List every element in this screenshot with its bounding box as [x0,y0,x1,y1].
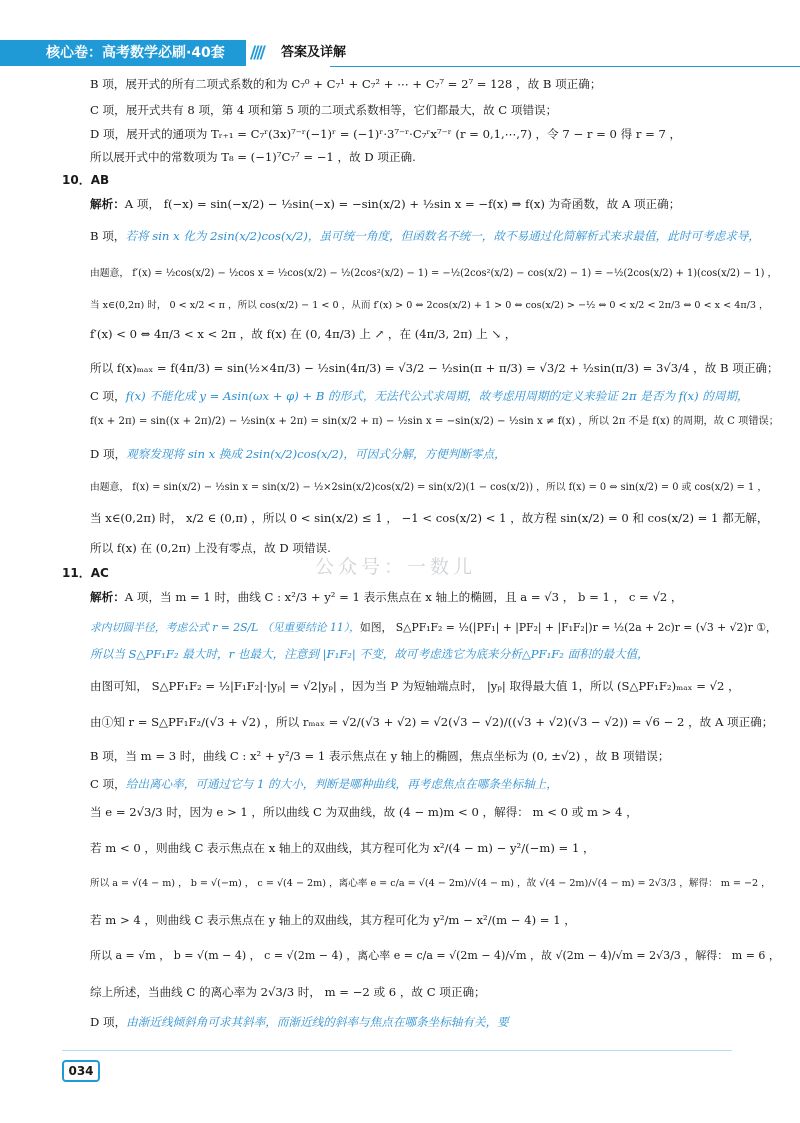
hint-text: f(x) 不能化成 y = Asin(ωx + φ) + B 的形式，无法代公式求周期，故考虑用周期的定义来验证 2π 是否为 f(x) 的周期， [125,389,749,403]
slash-decoration-icon: //// [250,43,263,63]
text-line: D 项，由渐近线倾斜角可求其斜率，而渐近线的斜率与焦点在哪条坐标轴有关，要 [90,1015,509,1029]
hint-text: 求内切圆半径，考虑公式 r = 2S/L （见重要结论 11）， [90,621,360,634]
hint-text: 由渐近线倾斜角可求其斜率，而渐近线的斜率与焦点在哪条坐标轴有关，要 [126,1015,509,1029]
text-line: 所以 f(x)ₘₐₓ = f(4π/3) = sin(½×4π/3) − ½sin(4π/3) = √3/2 − ½sin(π + π/3) = √3/2 + ½sin(π/3) = 3√3/4 ，故 B 项正确； [90,361,779,375]
text-line: 所以展开式中的常数项为 T₈ = (−1)⁷C₇⁷ = −1 ，故 D 项正确. [90,150,416,164]
text-line: 综上所述，当曲线 C 的离心率为 2√3/3 时， m = −2 或 6 ，故 C 项正确； [90,985,486,999]
text-line [90,646,649,662]
hint-text: 观察发现将 sin x 换成 2sin(x/2)cos(x/2)，可因式分解，方便判断零点， [126,447,506,461]
text-line: D 项，观察发现将 sin x 换成 2sin(x/2)cos(x/2)，可因式分解，方便判断零点， [90,447,506,461]
text-line: C 项，f(x) 不能化成 y = Asin(ωx + φ) + B 的形式，无法代公式求周期，故考虑用周期的定义来验证 2π 是否为 f(x) 的周期， [90,389,749,403]
question-number: 11．AC [62,566,109,580]
question-number: 10．AB [62,173,110,187]
hint-text: 若将 sin x 化为 2sin(x/2)cos(x/2)，虽可统一角度，但函数名不统一，故不易通过化简解析式来求最值，此时可考虑求导， [125,229,761,243]
text-line: B 项，展开式的所有二项式系数的和为 C₇⁰ + C₇¹ + C₇² + ⋯ + C₇⁷ = 2⁷ = 128 ，故 B 项正确； [90,77,602,91]
text-line: B 项，若将 sin x 化为 2sin(x/2)cos(x/2)，虽可统一角度，但函数名不统一，故不易通过化简解析式来求最值，此时可考虑求导， [90,229,761,243]
text-line: 由①知 r = S△PF₁F₂/(√3 + √2) ，所以 rₘₐₓ = √2/(√3 + √2) = √2(√3 − √2)/((√3 + √2)(√3 − √2)) = √6 − 2 ，故 A 项正确； [90,715,774,729]
analysis-label: 解析： [90,590,125,604]
text-line: 解析：A 项，当 m = 1 时，曲线 C : x²/3 + y² = 1 表示焦点在 x 轴上的椭圆，且 a = √3 ， b = 1 ， c = √2 ， [90,590,683,604]
text-line: 所以 a = √(4 − m) ， b = √(−m) ， c = √(4 − 2m) ，离心率 e = c/a = √(4 − 2m)/√(4 − m) ，故 √(4 − 2m)/√(4 − m) = 2√3/3 ，解得： m = −2 ， [90,878,771,889]
text-line: C 项，给出离心率，可通过它与 1 的大小，判断是哪种曲线，再考虑焦点在哪条坐标轴上， [90,777,558,791]
text-line: f′(x) < 0 ⇔ 4π/3 < x < 2π ，故 f(x) 在 (0, 4π/3) 上 ↗ ，在 (4π/3, 2π) 上 ↘ ， [90,327,517,341]
text-line: 由图可知， S△PF₁F₂ = ½|F₁F₂|·|yₚ| = √2|yₚ| ，因为当 P 为短轴端点时， |yₚ| 取得最大值 1，所以 (S△PF₁F₂)ₘₐₓ = √2 ， [90,679,740,693]
text-line: f(x + 2π) = sin((x + 2π)/2) − ½sin(x + 2π) = sin(x/2 + π) − ½sin x = −sin(x/2) − ½sin x ≠ f(x) ，所以 2π 不是 f(x) 的周期，故 C 项错误； [90,416,779,427]
text-line: D 项，展开式的通项为 Tᵣ₊₁ = C₇ʳ(3x)⁷⁻ʳ(−1)ʳ = (−1)ʳ·3⁷⁻ʳ·C₇ʳx⁷⁻ʳ (r = 0,1,⋯,7) ，令 7 − r = 0 得 r = 7 ， [90,127,682,141]
text-line: 当 x∈(0,2π) 时， x/2 ∈ (0,π) ，所以 0 < sin(x/2) ≤ 1 ， −1 < cos(x/2) < 1 ，故方程 sin(x/2) = 0 和 cos(x/2) = 1 都无解， [90,511,769,525]
text-line: 若 m > 4 ，则曲线 C 表示焦点在 y 轴上的双曲线，其方程可化为 y²/m − x²/(m − 4) = 1 ， [90,913,576,927]
text-line: 求内切圆半径，考虑公式 r = 2S/L （见重要结论 11），如图， S△PF₁F₂ = ½(|PF₁| + |PF₂| + |F₁F₂|)r = ½(2a + 2c)r = (√3 + √2)r ①， [90,621,777,634]
text-line: 所以 f(x) 在 (0,2π) 上没有零点，故 D 项错误. [90,541,331,555]
text-line: 若 m < 0 ，则曲线 C 表示焦点在 x 轴上的双曲线，其方程可化为 x²/(4 − m) − y²/(−m) = 1 ， [90,841,595,855]
text-line: 由题意， f(x) = sin(x/2) − ½sin x = sin(x/2) − ½×2sin(x/2)cos(x/2) = sin(x/2)(1 − cos(x/2)) ，所以 f(x) = 0 ⇔ sin(x/2) = 0 或 cos(x/2) = 1 ， [90,482,768,493]
footer-rule [62,1050,732,1051]
page-number: 034 [62,1060,100,1082]
text-line: 解析：A 项， f(−x) = sin(−x/2) − ½sin(−x) = −sin(x/2) + ½sin x = −f(x) ⇒ f(x) 为奇函数，故 A 项正确； [90,197,681,211]
hint-text: 所以当 S△PF₁F₂ 最大时，r 也最大，注意到 |F₁F₂| 不变，故可考虑选它为底来分析△PF₁F₂ 面积的最大值， [90,647,649,661]
text-line: C 项，展开式共有 8 项，第 4 项和第 5 项的二项式系数相等，它们都最大，故 C 项错误； [90,103,558,117]
watermark: 公众号：一数儿 [315,556,477,578]
analysis-label: 解析： [90,197,125,211]
text-line: 所以 a = √m ， b = √(m − 4) ， c = √(2m − 4) ，离心率 e = c/a = √(2m − 4)/√m ，故 √(2m − 4)/√m = 2√3/3 ，解得： m = 6 ， [90,949,780,962]
page-header [0,40,800,66]
hint-text: 给出离心率，可通过它与 1 的大小，判断是哪种曲线，再考虑焦点在哪条坐标轴上， [125,777,558,791]
text-line: 当 x∈(0,2π) 时， 0 < x/2 < π ，所以 cos(x/2) − 1 < 0 ，从而 f′(x) > 0 ⇔ 2cos(x/2) + 1 > 0 ⇔ cos(x/2) > −½ ⇔ 0 < x/2 < 2π/3 ⇔ 0 < x < 4π/3 ， [90,300,769,311]
text-line: B 项，当 m = 3 时，曲线 C : x² + y²/3 = 1 表示焦点在 y 轴上的椭圆，焦点坐标为 (0, ±√2) ，故 B 项错误； [90,749,670,763]
book-title-banner: 核心卷：高考数学必刷·40套 [0,40,246,66]
header-rule [330,66,800,67]
section-label: 答案及详解 [281,45,347,60]
text-line: 当 e = 2√3/3 时，因为 e > 1 ，所以曲线 C 为双曲线，故 (4 − m)m < 0 ，解得： m < 0 或 m > 4 ， [90,805,638,819]
text-line: 由题意， f′(x) = ½cos(x/2) − ½cos x = ½cos(x/2) − ½(2cos²(x/2) − 1) = −½(2cos²(x/2) − cos(x/2) − 1) = −½(2cos(x/2) + 1)(cos(x/2) − 1) ， [90,268,778,279]
